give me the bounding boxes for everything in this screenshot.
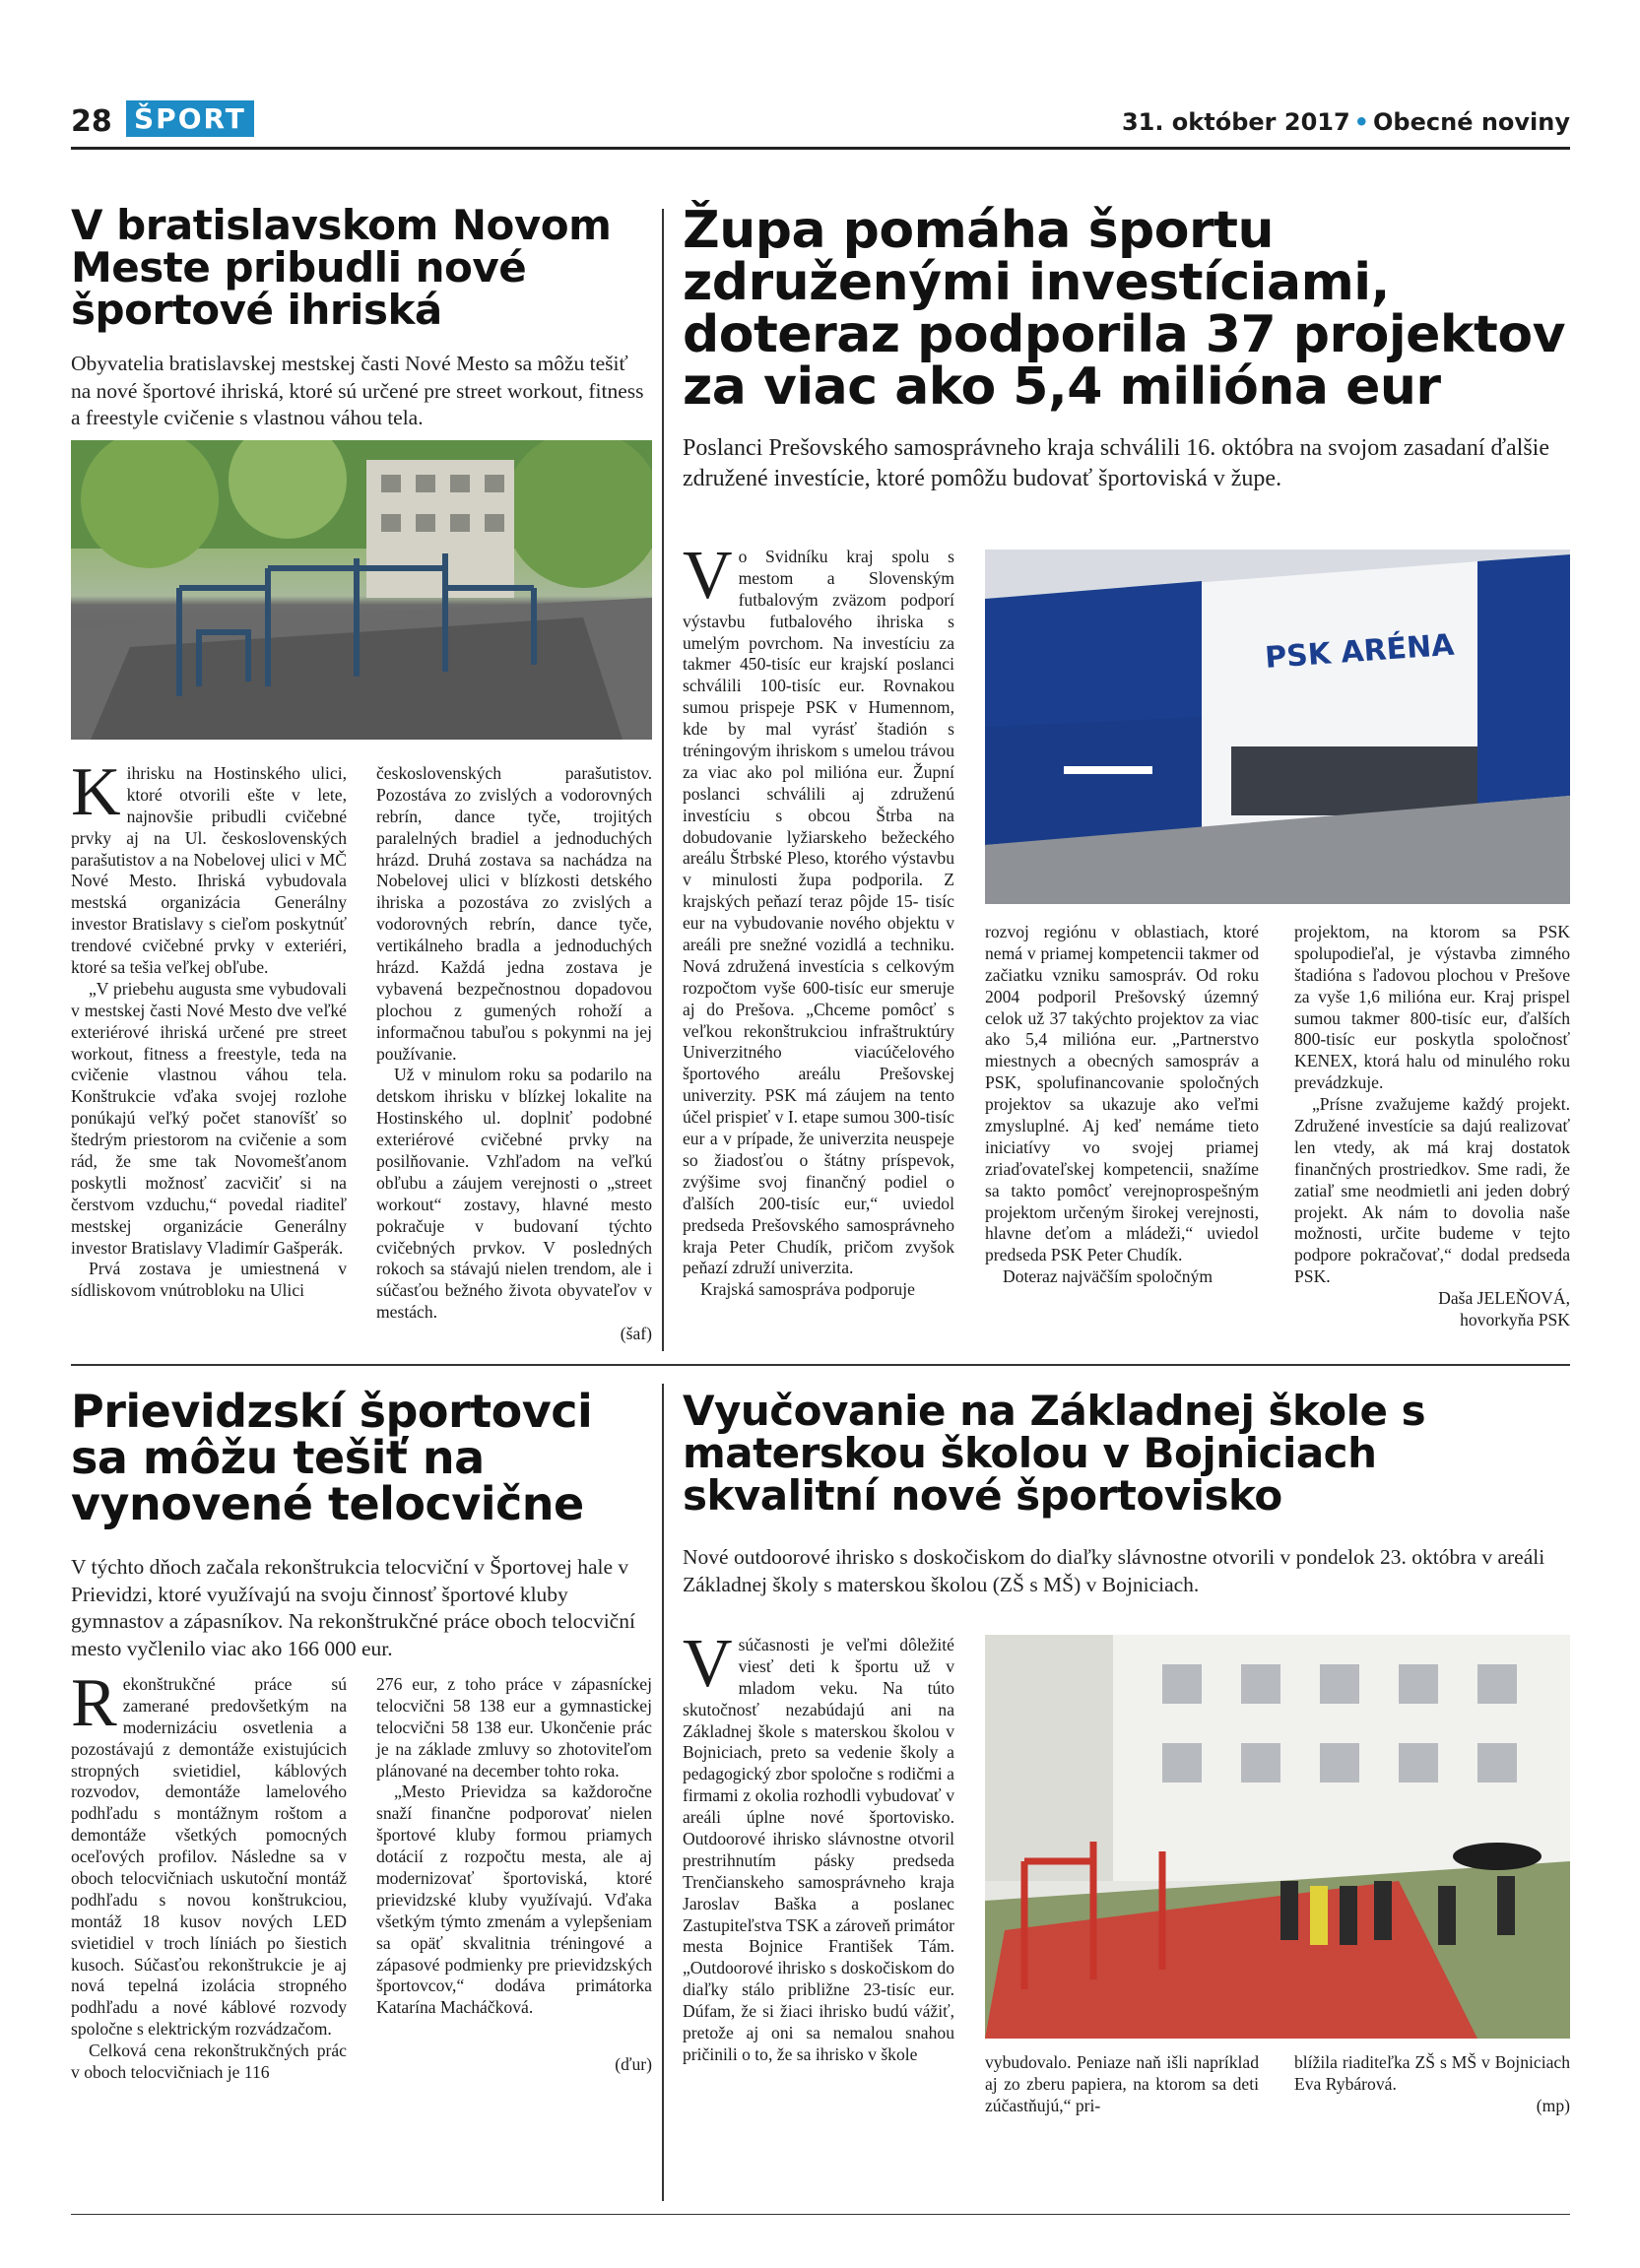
footer-rule (71, 2214, 1570, 2215)
drop-cap: R (71, 1665, 117, 1741)
column-divider (662, 1384, 664, 2201)
article-column (376, 1674, 652, 2076)
article-signature: (mp) (1536, 2095, 1570, 2115)
article-column (1294, 2052, 1570, 2117)
article-signature: (ďur) (615, 2054, 652, 2075)
paragraph: „Prísne zvažujeme každý projekt. Združené investície sa dajú realizovať len vtedy, ak má kraj dostatok finančných prostriedkov. Sme radi, že zatiaľ sme neodmietli ani jeden dobrý projekt. Ak nám to dovolia naše možnosti, určite budeme v tejto podpore pokračovať,“ dodal predseda PSK. (1294, 1094, 1570, 1287)
page-number: 28 (71, 104, 112, 139)
paragraph: Celková cena rekonštrukčných prác v oboch telocvičniach je 116 (71, 2041, 347, 2083)
article-signature: (šaf) (620, 1324, 652, 1344)
article-lead: V týchto dňoch začala rekonštrukcia telocviční v Športovej hale v Prievidzi, ktoré využívajú na svoju činnosť športové kluby gymnastov a zápasníkov. Na rekonštrukčné práce oboch telocviční mesto vyčlenilo viac ako 166 000 eur. (71, 1555, 635, 1660)
paragraph: Už v minulom roku sa podarilo na detskom ihrisku v blízkej lokalite na Hostinského ul. doplniť podobné exteriérové cvičebné prvky na posilňovanie. Vzhľadom na veľkú obľubu a záujem verejnosti o „street workout“ zostavy, hlavné mesto pokračuje v budovaní týchto cvičebných prvkov. V posledných rokoch sa stávajú nielen trendom, ale i súčasťou bežného života obyvateľov v mestách. (376, 1065, 652, 1323)
paragraph: vybudovalo. Peniaze naň išli napríklad aj zo zberu papiera, na ktorom sa deti zúčastňujú,“ pri- (985, 2052, 1259, 2115)
paragraph: Prvá zostava je umiestnená v sídliskovom vnútrobloku na Ulici (71, 1259, 347, 1301)
article-column (71, 1665, 347, 2084)
page-header (71, 91, 1570, 150)
author-role: hovorkyňa PSK (1460, 1310, 1570, 1330)
paragraph: Doteraz najväčším spoločným (1003, 1266, 1214, 1287)
paragraph: československých parašutistov. Pozostáva zo zvislých a vodorovných rebrín, dance tyče, trojitých paralelných bradiel a jednoduchých hrázd. Druhá zostava sa nachádza na Nobelovej ulici v blízkosti detského ihriska a pozostáva zo zvislých a vodorovných rebrín, dance tyče, vertikálneho bradla a jednoduchých hrázd. Každá jedna zostava je vybavená bezpečnostnou dopadovou plochou z gumených rohoží a informačnou tabuľou s pokynmi na jej používanie. (376, 763, 652, 1064)
issue-date: 31. október 2017 (1121, 108, 1350, 136)
article-title: Župa pomáha športu združenými investíciami, doteraz podporila 37 projektov za viac ako 5,4 milióna eur (683, 201, 1565, 418)
photo-illustration (71, 440, 652, 740)
school-playground-photo (985, 1635, 1570, 2039)
drop-cap: V (683, 1626, 733, 1702)
header-separator: • (1353, 108, 1370, 136)
drop-cap: V (683, 538, 733, 614)
article-lead: Nové outdoorové ihrisko s doskočiskom do diaľky slávnostne otvorili v pondelok 23. októbra v areáli Základnej školy s materskou školou (ZŠ s MŠ) v Bojniciach. (683, 1545, 1545, 1596)
paragraph: Krajská samospráva podporuje (700, 1279, 915, 1300)
paragraph: blížila riaditeľka ZŠ s MŠ v Bojniciach Eva Rybárová. (1294, 2052, 1570, 2094)
section-badge: ŠPORT (126, 100, 254, 137)
paragraph: „Mesto Prievidza sa každoročne snaží finančne podporovať nielen športové kluby formou priamych dotácií z rozpočtu mesta, ale aj modernizovať športoviská, ktoré prievidzské kluby využívajú. Vďaka všetkým týmto zmenám a vylepšeniam sa opäť skvalitnia tréningové a zápasové podmienky pre prievidzských športovcov,“ dodáva primátorka Katarína Macháčková. (376, 1782, 652, 2018)
paragraph: ihrisku na Hostinského ulici, ktoré otvorili ešte v lete, najnovšie pribudli cvičebné prvky aj na Ul. československých parašutistov a na Nobelovej ulici v MČ Nové Mesto. Ihriská vybudovala mestská organizácia Generálny investor Bratislavy s cieľom poskytnúť trendové cvičebné prvky v exteriéri, ktoré sa tešia veľkej obľube. (71, 763, 347, 978)
article-title: Prievidzskí športovci sa môžu tešiť na vynovené telocvične (71, 1385, 593, 1530)
paragraph: rozvoj regiónu v oblastiach, ktoré nemá v priamej kompetencii takmer od začiatku vzniku samospráv. Od roku 2004 podporil Prešovský územný celok už 37 takýchto projektov za viac ako 5,4 milióna eur. „Partnerstvo miestnych a obecných samospráv a PSK, spolufinancovanie spoločných projektov sa ukazuje ako veľmi zmysluplné. Aj keď nemáme tieto iniciatívy vo svojej priamej zriaďovateľskej kompetencii, snažíme sa takto pomôcť verejnoprospešným projektom určeným širokej verejnosti, hlavne deťom a mládeži,“ uviedol predseda PSK Peter Chudík. (985, 922, 1259, 1265)
article-column (71, 754, 347, 1302)
arena-sign: PSK ARÉNA (1264, 627, 1456, 676)
paragraph: o Svidníku kraj spolu s mestom a Slovenským futbalovým zväzom podporí výstavbu futbalového ihriska s umelým povrchom. Na investíciu za takmer 450-tisíc eur krajskí poslanci schválili 100-tisíc eur. Rovnakou sumou prispeje PSK v Humennom, kde by mal vyrásť štadión s tréningovým ihriskom s umelou trávou za viac ako pol milióna eur. Župní poslanci schválili aj združenú investíciu s obcou Štrba na dobudovanie lyžiarskeho bežeckého areálu Štrbské Pleso, ktorého výstavbu v minulosti župa podporila. Z krajských peňazí teraz pôjde 15- tisíc eur na vybudovanie nového objektu v areáli pre snežné vozidlá a techniku. Nová združená investícia s celkovým rozpočtom vyše 600-tisíc eur smeruje aj do Prešova. „Chceme pomôcť s veľkou rekonštrukciou infraštruktúry Univerzitného viacúčelového športového areálu Prešovskej univerzity. PSK má záujem na tento účel prispieť v I. etape sumou 300-tisíc eur a v prípade, že univerzita neuspeje so žiadosťou o štátny príspevok, zvýšime svoj finančný podiel o ďalších 200-tisíc eur,“ uviedol predseda Prešovského samosprávneho kraja Peter Chudík, pričom zvyšok peňazí združí univerzita. (683, 547, 954, 1278)
header-dateline (1122, 108, 1570, 136)
outdoor-workout-photo (71, 440, 652, 740)
column-divider (662, 209, 664, 1351)
author-name: Daša JELEŇOVÁ, (1438, 1288, 1570, 1309)
article-title: V bratislavskom Novom Meste pribudli nové športové ihriská (71, 201, 612, 334)
psk-arena-photo (985, 550, 1570, 904)
paragraph: „V priebehu augusta sme vybudovali v mestskej časti Nové Mesto dve veľké exteriérové ihriská určené pre street workout, fitness a freestyle, teda na cvičenie vlastnou váhou tela. Konštrukcie vďaka svojej rozlohe ponúkajú veľký počet stanovíšť so štedrým priestorom na cvičenie a som rád, že sme tak Novomešťanom poskytli možnosť zacvičiť si na čerstvom vzduchu,“ povedal riaditeľ mestskej organizácie Generálny investor Bratislavy Vladimír Gašperák. (71, 978, 347, 1258)
article-column (985, 2052, 1259, 2117)
paragraph: súčasnosti je veľmi dôležité viesť deti k športu už v mladom veku. Na túto skutočnosť nezabúdajú ani na Základnej škole s materskou školou v Bojniciach, preto sa vedenie školy a pedagogický zbor spoločne s rodičmi a firmami z okolia rozhodli vybudovať v areáli úplne nové športovisko. Outdoorové ihrisko slávnostne otvoril prestrihnutím pásky predseda Trenčianskeho samosprávneho kraja Jaroslav Baška a poslanec Zastupiteľstva TSK a zároveň primátor mesta Bojnice František Tám. „Outdoorové ihrisko s doskočiskom do diaľky stálo približne 23-tisíc eur. Dúfam, že si žiaci ihrisko budú vážiť, pretože aj oni sa nemalou snahou pričinili o to, že sa ihrisko v škole (683, 1635, 954, 2064)
drop-cap: K (71, 754, 121, 830)
paragraph: 276 eur, z toho práce v zápasníckej telocvični 58 138 eur a gymnastickej telocvični 58 138 eur. Ukončenie prác je na základe zmluvy so zhotoviteľom plánované na december tohto roka. (376, 1674, 652, 1781)
photo-illustration (985, 550, 1570, 904)
paragraph: projektom, na ktorom sa PSK spolupodieľal, je výstavba zimného štadióna s ľadovou plochou v Prešove za vyše 1,6 milióna eur. Kraj prispel sumou takmer 800-tisíc eur, ďalších 800-tisíc eur poskytla spoločnosť KENEX, ktorá halu od minulého roku prevádzkuje. (1294, 922, 1570, 1093)
article-column (376, 763, 652, 1345)
photo-illustration (985, 1635, 1570, 2039)
paragraph: ekonštrukčné práce sú zamerané predovšetkým na modernizáciu osvetlenia a pozostávajú z demontáže existujúcich stropných svietidiel, káblových rozvodov, demontáže lamelového podhľadu s montážnym roštom a demontáže všetkých pomocných oceľových profilov. Následne sa v oboch telocvičniach uskutoční montáž podhľadu s novou konštrukciou, montáž 18 kusov nových LED svietidiel v troch líniách po šiestich kusoch. Súčasťou rekonštrukcie je aj nová tepelná izolácia stropného podhľadu a nové káblové rozvody spoločne s elektrickým rozvádzačom. (71, 1674, 347, 2040)
article-title: Vyučovanie na Základnej škole s materskou školou v Bojniciach skvalitní nové športovisko (683, 1387, 1426, 1520)
publication-name: Obecné noviny (1373, 108, 1570, 136)
article-column (985, 922, 1259, 1288)
article-column (683, 1626, 954, 2066)
article-column (1294, 922, 1570, 1331)
article-lead: Obyvatelia bratislavskej mestskej časti Nové Mesto sa môžu tešiť na nové športové ihriská, ktoré sú určené pre street workout, fitness a freestyle cvičenie s vlastnou váhou tela. (71, 352, 644, 430)
article-column (683, 538, 954, 1301)
section-divider (71, 1364, 1570, 1366)
article-lead: Poslanci Prešovského samosprávneho kraja schválili 16. októbra na svojom zasadaní ďalšie združené investície, ktoré pomôžu budovať športoviská v župe. (683, 435, 1549, 491)
